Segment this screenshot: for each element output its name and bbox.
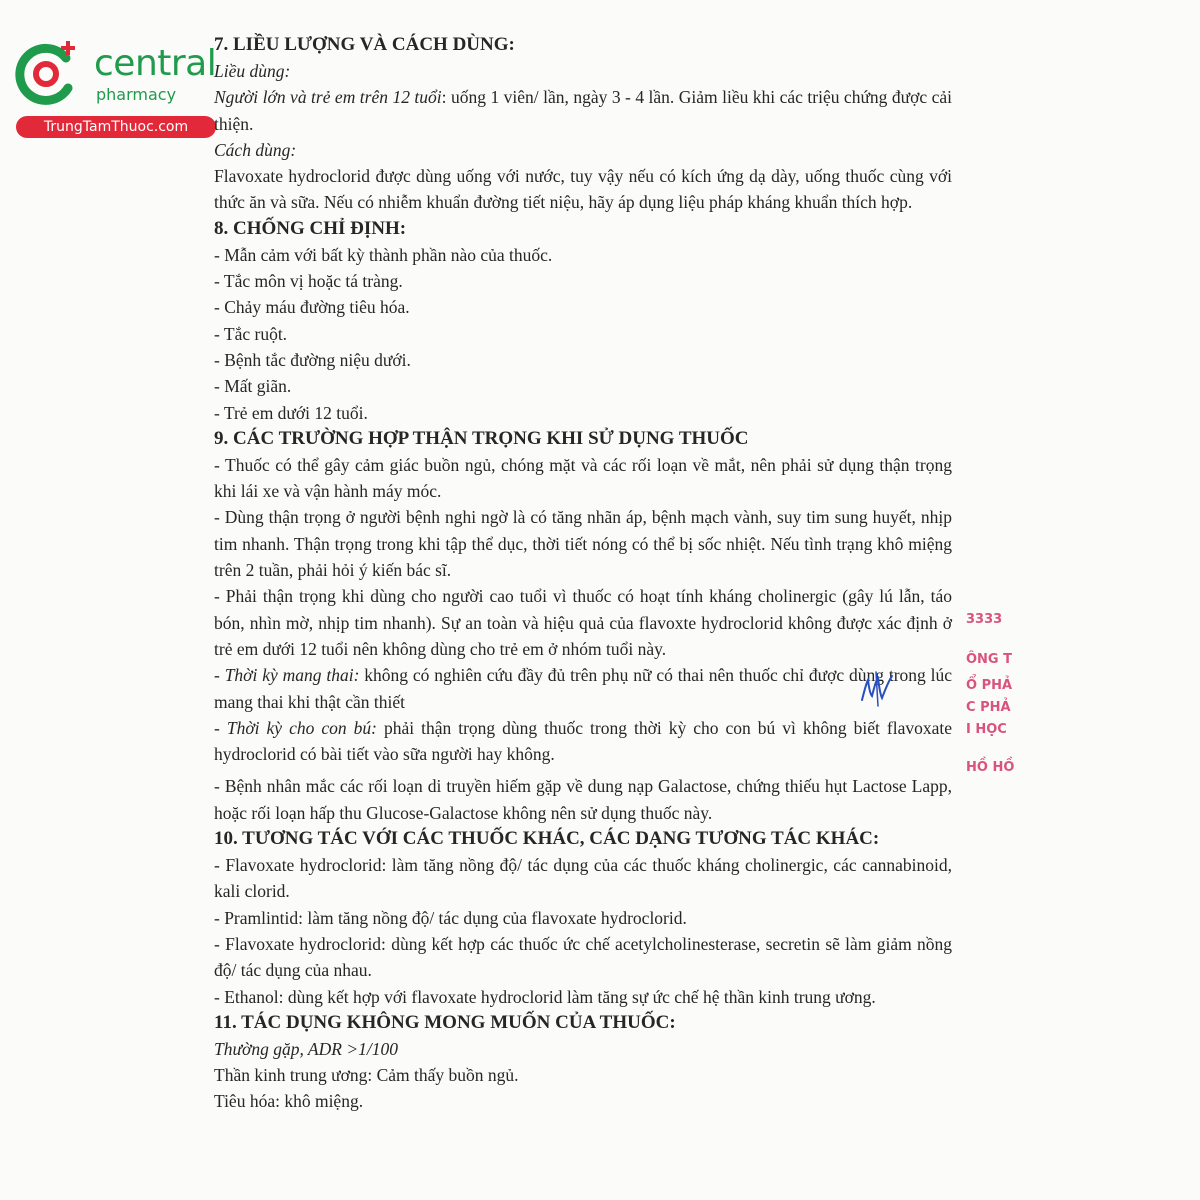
interaction-item: - Flavoxate hydroclorid: làm tăng nồng độ/ tác dụng của các thuốc kháng cholinergic, các cannabinoid, kali clorid. [214,855,952,902]
breastfeeding-text: phải thận trọng dùng thuốc trong thời kỳ cho con bú vì không biết flavoxate hydroclorid có bài tiết vào sữa người hay không. [214,717,952,765]
bullet-prefix: - [214,665,225,686]
dose-text: : uống 1 viên/ lần, ngày 3 - 4 lần. Giảm liều khi các triệu chứng được cải thiện. [214,87,953,134]
breastfeeding-paragraph [214,715,952,768]
contraindication-item: - Chảy máu đường tiêu hóa. [214,297,410,318]
pregnancy-label: Thời kỳ mang thai: [224,665,360,686]
pregnancy-text: không có nghiên cứu đầy đủ trên phụ nữ có thai nên thuốc chỉ được dùng trong lúc mang thai khi thật cần thiết [214,665,953,712]
company-stamp [960,612,1020,792]
section-10-title: 10. TƯƠNG TÁC VỚI CÁC THUỐC KHÁC, CÁC DẠNG TƯƠNG TÁC KHÁC: [214,828,880,850]
precaution-paragraph: - Dùng thận trọng ở người bệnh nghi ngờ là có tăng nhãn áp, bệnh mạch vành, suy tim sung huyết, nhịp tim nhanh. Thận trọng trong khi tập thể dục, thời tiết nóng có thể bị sốc nhiệt. Nếu tình trạng khô miệng trên 2 tuần, phải hỏi ý kiến bác sĩ. [214,507,952,581]
contraindication-item: - Tắc ruột. [214,323,288,344]
contraindication-item: - Mẫn cảm với bất kỳ thành phần nào của thuốc. [214,244,553,265]
signature-icon [858,670,898,708]
contraindication-item: - Bệnh tắc đường niệu dưới. [214,349,411,370]
precaution-paragraph: - Thuốc có thể gây cảm giác buồn ngủ, chóng mặt và các rối loạn về mắt, nên phải sử dụng thận trọng khi lái xe và vận hành máy móc. [214,454,952,502]
interaction-item: - Flavoxate hydroclorid: dùng kết hợp các thuốc ức chế acetylcholinesterase, secretin sẽ làm giảm nồng độ/ tác dụng của nhau. [214,933,952,981]
stamp-line: ÔNG T [966,652,1012,667]
section-8-title: 8. CHỐNG CHỈ ĐỊNH: [214,217,407,239]
section-7-title: 7. LIỀU LƯỢNG VÀ CÁCH DÙNG: [214,34,515,55]
stamp-line: Ổ PHẢ [966,678,1013,693]
stamp-line: C PHẢ [966,700,1011,715]
logo-subtitle: pharmacy [96,85,177,104]
stamp-line: HỒ HỒ [966,760,1015,775]
bullet-prefix: - [214,717,227,738]
stamp-line: 3333 [966,612,1003,627]
logo-url-badge[interactable]: TrungTamThuoc.com [16,116,216,138]
contraindication-item: - Mất giãn. [214,376,292,397]
stamp-line: I HỌC [966,722,1007,737]
precaution-paragraph: - Phải thận trọng khi dùng cho người cao tuổi vì thuốc có hoạt tính kháng cholinergic (gây lú lẫn, táo bón, nhìn mờ, nhịp tim nhanh). Sự an toàn và hiệu quả của flavoxte hydroclorid không được xác định ở trẻ em dưới 12 tuổi nên không dùng cho trẻ em ở nhóm tuổi này. [214,586,952,659]
brand-logo[interactable] [8,36,217,136]
section-11-title: 11. TÁC DỤNG KHÔNG MONG MUỐN CỦA THUỐC: [214,1011,676,1033]
contraindication-item: - Trẻ em dưới 12 tuổi. [214,402,368,423]
document-page [214,32,952,1115]
usage-text: Flavoxate hydroclorid được dùng uống với nước, tuy vậy nếu có kích ứng dạ dày, uống thuốc cùng với thức ăn và sữa. Nếu có nhiễm khuẩn đường tiết niệu, hãy áp dụng liệu pháp kháng khuẩn thích hợp. [214,166,952,213]
dose-paragraph [214,84,952,137]
dose-label: Liều dùng: [214,61,291,81]
interaction-item: - Ethanol: dùng kết hợp với flavoxate hydroclorid làm tăng sự ức chế hệ thần kinh trung ương. [214,986,876,1007]
adverse-effect-item: Tiêu hóa: khô miệng. [214,1091,364,1112]
frequency-label: Thường gặp, ADR >1/100 [214,1038,398,1059]
adverse-effect-item: Thần kinh trung ương: Cảm thấy buồn ngủ. [214,1065,519,1086]
usage-label: Cách dùng: [214,139,297,160]
dose-group: Người lớn và trẻ em trên 12 tuổi [214,87,442,108]
logo-name: central [94,43,217,84]
precaution-paragraph: - Bệnh nhân mắc các rối loạn di truyền hiếm gặp về dung nạp Galactose, chứng thiếu hụt Lactose Lapp, hoặc rối loạn hấp thu Glucose-Galactose không nên sử dụng thuốc này. [214,776,952,823]
breastfeeding-label: Thời kỳ cho con bú: [226,717,377,738]
interaction-item: - Pramlintid: làm tăng nồng độ/ tác dụng của flavoxate hydroclorid. [214,907,687,928]
contraindication-item: - Tắc môn vị hoặc tá tràng. [214,271,403,292]
central-pharmacy-logo-icon [8,36,86,114]
section-9-title: 9. CÁC TRƯỜNG HỢP THẬN TRỌNG KHI SỬ DỤNG THUỐC [214,427,749,449]
pregnancy-paragraph [214,662,952,715]
